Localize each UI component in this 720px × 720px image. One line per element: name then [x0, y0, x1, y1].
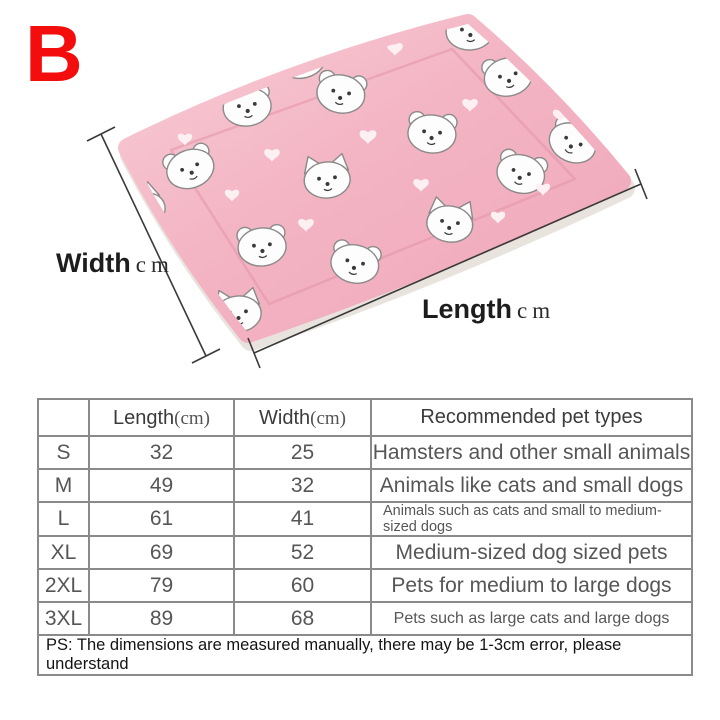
length-label-word: Length	[422, 294, 512, 324]
size-cell: M	[38, 469, 89, 502]
column-header-size	[38, 399, 89, 436]
length-cell: 49	[89, 469, 234, 502]
size-cell: XL	[38, 536, 89, 569]
pets-cell: Hamsters and other small animals	[371, 436, 692, 469]
length-label	[422, 294, 555, 325]
length-label-unit: cm	[516, 298, 556, 323]
pets-cell: Pets such as large cats and large dogs	[371, 602, 692, 635]
length-cell: 69	[89, 536, 234, 569]
column-header-width: Width(cm)	[234, 399, 371, 436]
header-row	[38, 399, 692, 436]
length-cell: 89	[89, 602, 234, 635]
width-cell: 41	[234, 502, 371, 536]
width-label	[56, 248, 174, 279]
note-row	[38, 635, 692, 675]
table-row-2xl	[38, 569, 692, 602]
blanket	[111, 8, 621, 334]
width-label-word: Width	[56, 248, 131, 278]
width-cell: 60	[234, 569, 371, 602]
size-chart-table	[37, 398, 693, 676]
size-cell: 3XL	[38, 602, 89, 635]
pets-cell: Animals such as cats and small to medium-sized dogs	[371, 502, 692, 536]
size-cell: 2XL	[38, 569, 89, 602]
measurement-note: PS: The dimensions are measured manually, there may be 1-3cm error, please understand	[38, 635, 692, 675]
pets-cell: Medium-sized dog sized pets	[371, 536, 692, 569]
pets-cell: Pets for medium to large dogs	[371, 569, 692, 602]
width-cell: 52	[234, 536, 371, 569]
width-cell: 25	[234, 436, 371, 469]
size-cell: S	[38, 436, 89, 469]
column-header-length: Length(cm)	[89, 399, 234, 436]
pets-cell: Animals like cats and small dogs	[371, 469, 692, 502]
table-row-3xl	[38, 602, 692, 635]
width-label-unit: cm	[135, 252, 174, 277]
table-row-l	[38, 502, 692, 536]
table-row-m	[38, 469, 692, 502]
length-cell: 32	[89, 436, 234, 469]
width-cell: 68	[234, 602, 371, 635]
width-cell: 32	[234, 469, 371, 502]
size-cell: L	[38, 502, 89, 536]
column-header-pets: Recommended pet types	[371, 399, 692, 436]
length-cell: 61	[89, 502, 234, 536]
table-row-s	[38, 436, 692, 469]
length-cell: 79	[89, 569, 234, 602]
table-row-xl	[38, 536, 692, 569]
variant-label: B	[25, 9, 83, 98]
